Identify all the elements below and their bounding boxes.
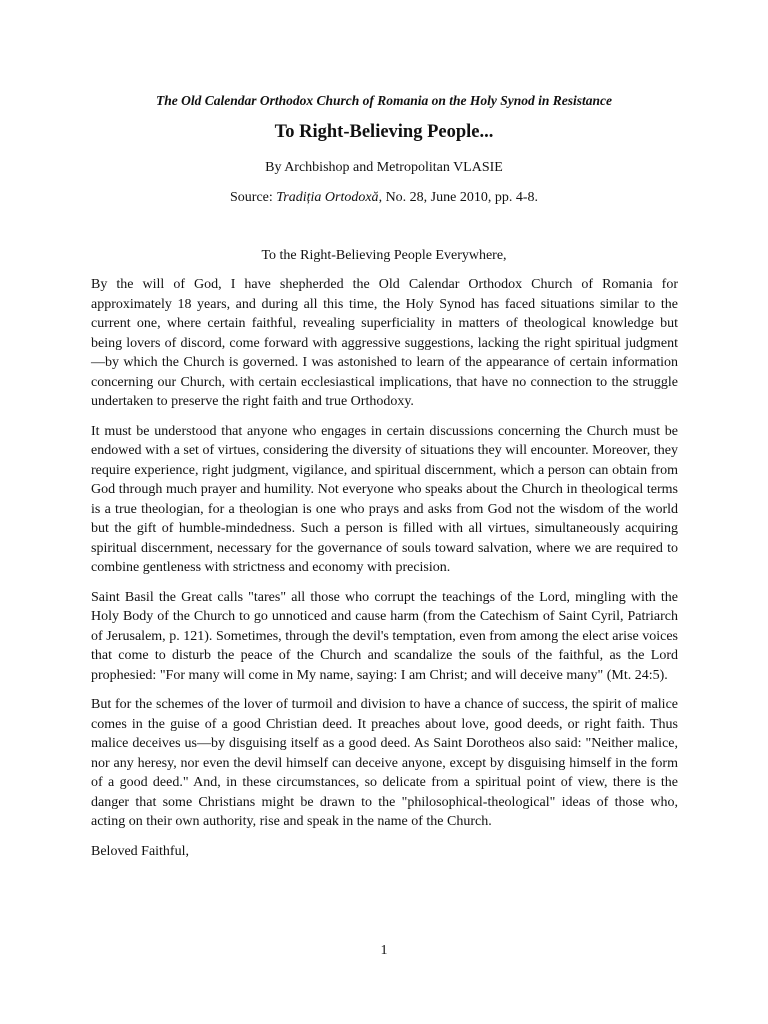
paragraph: But for the schemes of the lover of turmoil and division to have a chance of success, the spirit of malice comes in the guise of a good Christian deed. It preaches about love, good deeds, or right faith. Thus malice deceives us—by disguising itself as a good deed. As Saint Dorotheos also said: "Neither malice, nor any heresy, nor even the devil himself can deceive anyone, except by disguising himself in the form of a good deed." And, in these circumstances, so delicate from a spiritual point of view, there is the danger that some Christians might be drawn to the "philosophical-theological" ideas of those who, acting on their own authority, rise and speak in the name of the Church.: [91, 697, 678, 829]
page-number: 1: [380, 943, 388, 958]
source-details: , No. 28, June 2010, pp. 4-8.: [378, 190, 538, 205]
body-text: [91, 275, 678, 871]
paragraph: It must be understood that anyone who engages in certain discussions concerning the Church must be endowed with a set of virtues, considering the diversity of situations they will encounter. Moreover, they require experience, right judgment, vigilance, and spiritual discernment, which a person can obtain from God through much prayer and humility. Not everyone who speaks about the Church in theological terms is a true theologian, for a theologian is one who prays and asks from God not the wisdom of the world but the gift of humble-mindedness. Such a person is filled with all virtues, simultaneously acquiring spiritual discernment, necessary for the governance of souls toward salvation, where we are required to combine gentleness with strictness and economy with precision.: [91, 423, 678, 575]
paragraph: Beloved Faithful,: [91, 843, 189, 859]
source-publication: Tradiția Ortodoxă: [276, 190, 379, 205]
source-citation: [0, 190, 768, 206]
source-label: Source:: [230, 190, 277, 205]
paragraph: Saint Basil the Great calls "tares" all those who corrupt the teachings of the Lord, mingling with the Holy Body of the Church to go unnoticed and cause harm (from the Catechism of Saint Cyril, Patriarch of Jerusalem, p. 121). Sometimes, through the devil's temptation, even from among the elect arise voices that come to disturb the peace of the Church and scandalize the souls of the faithful, as the Lord prophesied: "For many will come in My name, saying: I am Christ; and will deceive many" (Mt. 24:5).: [91, 589, 678, 683]
paragraph: By the will of God, I have shepherded the Old Calendar Orthodox Church of Romania for approximately 18 years, and during all this time, the Holy Synod has faced situations similar to the current one, where certain faithful, revealing superficiality in matters of theological knowledge but being lovers of discord, come forward with aggressive suggestions, lacking the right spiritual judgment—by which the Church is governed. I was astonished to learn of the appearance of certain information concerning our Church, with certain ecclesiastical implications, that have no connection to the struggle undertaken to preserve the right faith and true Orthodoxy.: [91, 277, 678, 409]
document-title: To Right-Believing People...: [274, 122, 494, 142]
salutation: To the Right-Believing People Everywhere,: [261, 248, 507, 263]
author-byline: By Archbishop and Metropolitan VLASIE: [265, 160, 503, 175]
series-title: The Old Calendar Orthodox Church of Romania on the Holy Synod in Resistance: [155, 93, 613, 108]
